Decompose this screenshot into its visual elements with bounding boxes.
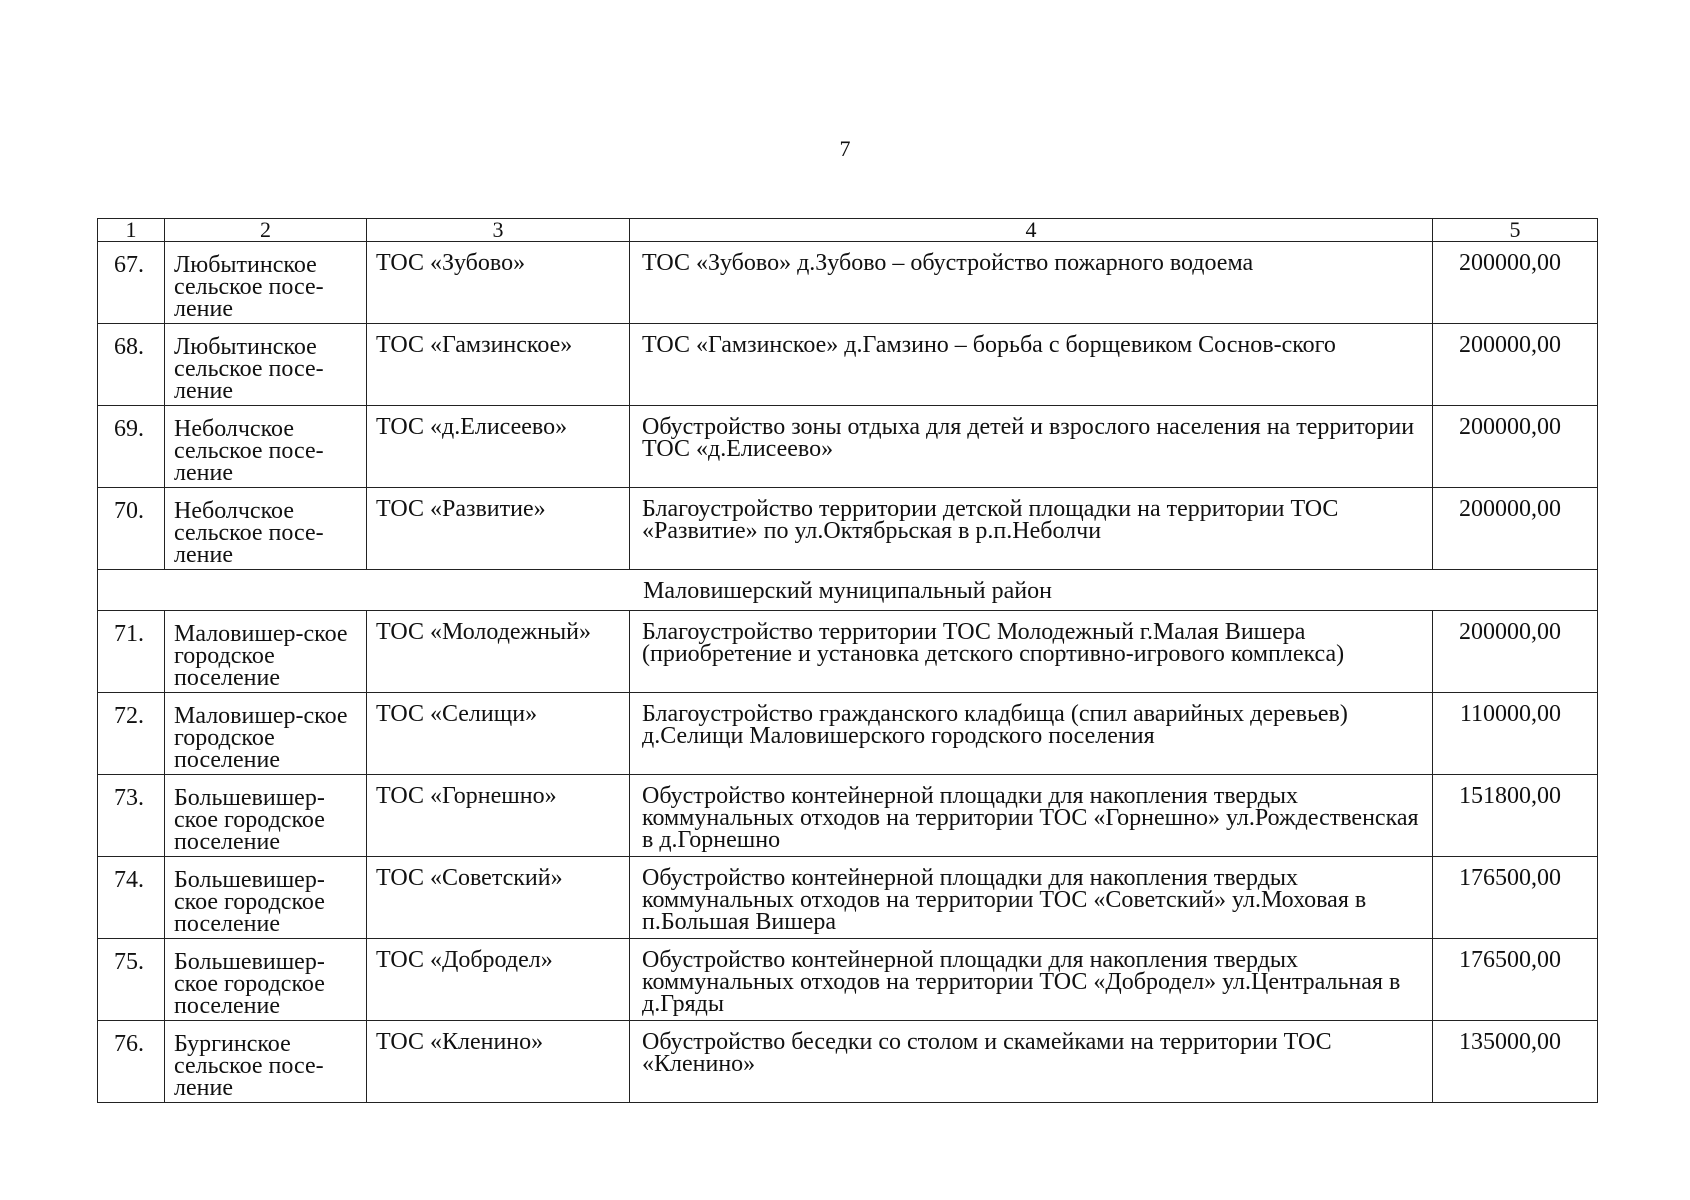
table-row	[98, 857, 1598, 939]
project-description: Благоустройство гражданского кладбища (спил аварийных деревьев) д.Селищи Маловишерского городского поселения	[630, 693, 1433, 775]
table-row	[98, 242, 1598, 324]
funding-amount: 151800,00	[1433, 775, 1598, 857]
column-number-4: 4	[630, 219, 1433, 242]
row-number: 68.	[98, 324, 165, 406]
table-row	[98, 939, 1598, 1021]
funding-amount: 135000,00	[1433, 1021, 1598, 1103]
project-description: Благоустройство территории ТОС Молодежный г.Малая Вишера (приобретение и установка детского спортивно-игрового комплекса)	[630, 611, 1433, 693]
funding-amount: 200000,00	[1433, 406, 1598, 488]
row-number: 69.	[98, 406, 165, 488]
project-description: ТОС «Зубово» д.Зубово – обустройство пожарного водоема	[630, 242, 1433, 324]
settlement-name: Маловишер-ское городское поселение	[165, 611, 367, 693]
settlement-name: Любытинское сельское посе-ление	[165, 242, 367, 324]
funding-amount: 176500,00	[1433, 939, 1598, 1021]
table-row	[98, 488, 1598, 570]
funding-amount: 200000,00	[1433, 611, 1598, 693]
tos-name: ТОС «Горнешно»	[367, 775, 630, 857]
project-description: Обустройство контейнерной площадки для накопления твердых коммунальных отходов на территории ТОС «Советский» ул.Моховая в п.Большая Вишера	[630, 857, 1433, 939]
tos-name: ТОС «Гамзинское»	[367, 324, 630, 406]
column-number-1: 1	[98, 219, 165, 242]
project-description: Обустройство зоны отдыха для детей и взрослого населения на территории ТОС «д.Елисеево»	[630, 406, 1433, 488]
tos-name: ТОС «Советский»	[367, 857, 630, 939]
funding-amount: 200000,00	[1433, 488, 1598, 570]
tos-name: ТОС «Молодежный»	[367, 611, 630, 693]
tos-name: ТОС «Добродел»	[367, 939, 630, 1021]
project-description: Благоустройство территории детской площадки на территории ТОС «Развитие» по ул.Октябрьская в р.п.Неболчи	[630, 488, 1433, 570]
table-row	[98, 1021, 1598, 1103]
row-number: 71.	[98, 611, 165, 693]
settlement-name: Любытинское сельское посе-ление	[165, 324, 367, 406]
section-title: Маловишерский муниципальный район	[98, 570, 1598, 611]
settlement-name: Неболчское сельское посе-ление	[165, 406, 367, 488]
column-number-3: 3	[367, 219, 630, 242]
page-number: 7	[839, 136, 851, 161]
settlement-name: Неболчское сельское посе-ление	[165, 488, 367, 570]
settlement-name: Бургинское сельское посе-ление	[165, 1021, 367, 1103]
project-description: Обустройство контейнерной площадки для накопления твердых коммунальных отходов на территории ТОС «Горнешно» ул.Рождественская в д.Горнешно	[630, 775, 1433, 857]
tos-name: ТОС «Селищи»	[367, 693, 630, 775]
row-number: 72.	[98, 693, 165, 775]
funding-amount: 110000,00	[1433, 693, 1598, 775]
section-row	[98, 570, 1598, 611]
settlement-name: Маловишер-ское городское поселение	[165, 693, 367, 775]
row-number: 75.	[98, 939, 165, 1021]
column-number-2: 2	[165, 219, 367, 242]
table-row	[98, 693, 1598, 775]
project-description: ТОС «Гамзинское» д.Гамзино – борьба с борщевиком Соснов-ского	[630, 324, 1433, 406]
column-number-5: 5	[1433, 219, 1598, 242]
tos-name: ТОС «Развитие»	[367, 488, 630, 570]
project-description: Обустройство беседки со столом и скамейками на территории ТОС «Кленино»	[630, 1021, 1433, 1103]
settlement-name: Большевишер-ское городское поселение	[165, 775, 367, 857]
table-row	[98, 775, 1598, 857]
settlement-name: Большевишер-ское городское поселение	[165, 939, 367, 1021]
row-number: 70.	[98, 488, 165, 570]
row-number: 67.	[98, 242, 165, 324]
funding-table	[97, 218, 1598, 1103]
tos-name: ТОС «д.Елисеево»	[367, 406, 630, 488]
row-number: 73.	[98, 775, 165, 857]
funding-amount: 200000,00	[1433, 242, 1598, 324]
settlement-name: Большевишер-ское городское поселение	[165, 857, 367, 939]
row-number: 74.	[98, 857, 165, 939]
table-row	[98, 406, 1598, 488]
table-row	[98, 324, 1598, 406]
table-row	[98, 611, 1598, 693]
funding-amount: 176500,00	[1433, 857, 1598, 939]
row-number: 76.	[98, 1021, 165, 1103]
tos-name: ТОС «Зубово»	[367, 242, 630, 324]
tos-name: ТОС «Кленино»	[367, 1021, 630, 1103]
funding-amount: 200000,00	[1433, 324, 1598, 406]
column-number-row	[98, 219, 1598, 242]
project-description: Обустройство контейнерной площадки для накопления твердых коммунальных отходов на территории ТОС «Добродел» ул.Центральная в д.Гряды	[630, 939, 1433, 1021]
